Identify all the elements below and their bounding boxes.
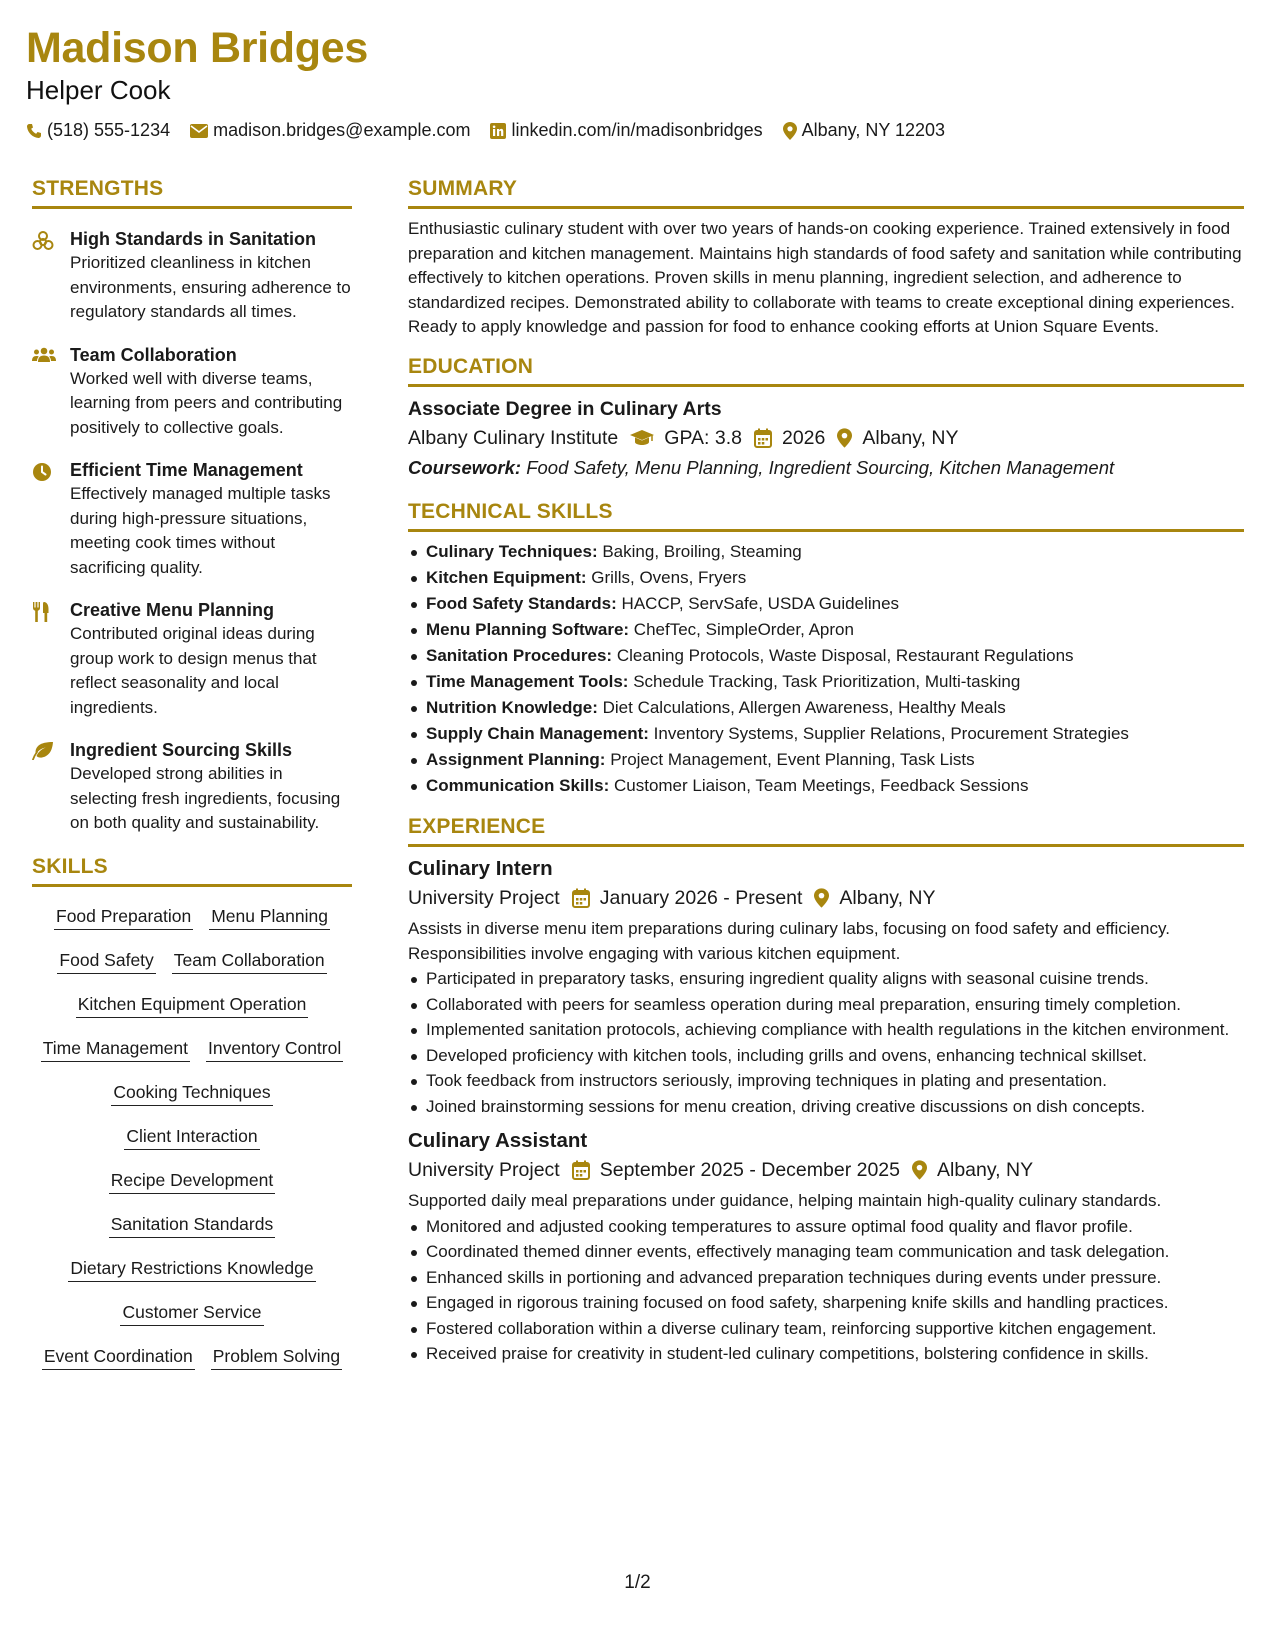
job-bullet: Participated in preparatory tasks, ensuring ingredient quality aligns with seasonal cuisine trends. xyxy=(408,967,1244,992)
strength-desc: Prioritized cleanliness in kitchen environments, ensuring adherence to regulatory standards all times. xyxy=(70,253,351,321)
coursework-label: Coursework: xyxy=(408,456,522,478)
job-location: Albany, NY xyxy=(936,1159,1034,1181)
experience-heading: EXPERIENCE xyxy=(408,814,1244,847)
education-meta xyxy=(408,423,1244,453)
summary-section xyxy=(408,176,1244,340)
clock-icon xyxy=(32,462,52,482)
technical-skills-section xyxy=(408,499,1244,799)
contact-email[interactable] xyxy=(190,120,470,141)
job-bullet: Developed proficiency with kitchen tools, including grills and ovens, enhancing technical skillset. xyxy=(408,1044,1244,1069)
skill-tag: Kitchen Equipment Operation xyxy=(76,993,309,1018)
gpa-text: GPA: 3.8 xyxy=(664,426,742,449)
graduation-cap-icon xyxy=(630,429,654,447)
strength-item xyxy=(32,598,352,720)
tech-skill-item: Supply Chain Management: Inventory Systems, Supplier Relations, Procurement Strategies xyxy=(408,722,1244,747)
job-bullet: Received praise for creativity in student-led culinary competitions, bolstering confidence in skills. xyxy=(408,1342,1244,1367)
graduation-year: 2026 xyxy=(781,426,826,449)
strengths-section xyxy=(32,176,352,836)
coursework-list: Food Safety, Menu Planning, Ingredient Sourcing, Kitchen Management xyxy=(526,456,1115,478)
map-pin-icon xyxy=(837,428,852,448)
job-bullet: Collaborated with peers for seamless operation during meal preparation, ensuring timely completion. xyxy=(408,993,1244,1018)
envelope-icon xyxy=(190,124,208,138)
job-bullet: Fostered collaboration within a diverse culinary team, reinforcing supportive kitchen engagement. xyxy=(408,1317,1244,1342)
contact-location xyxy=(783,120,945,141)
technical-skills-list xyxy=(408,540,1244,799)
calendar-icon xyxy=(754,428,772,448)
email-text: madison.bridges@example.com xyxy=(213,120,471,140)
linkedin-text: linkedin.com/in/madisonbridges xyxy=(511,120,763,140)
skill-tag: Team Collaboration xyxy=(172,949,327,974)
job-entry xyxy=(408,855,1244,1119)
coursework xyxy=(408,453,1244,483)
skill-tag: Sanitation Standards xyxy=(109,1213,275,1238)
skills-section xyxy=(32,854,352,1389)
contact-bar xyxy=(26,120,965,141)
skill-tag: Client Interaction xyxy=(124,1125,259,1150)
education-section xyxy=(408,354,1244,483)
skills-heading: SKILLS xyxy=(32,854,352,887)
skill-tag: Inventory Control xyxy=(206,1037,343,1062)
job-org: University Project xyxy=(408,887,560,909)
skill-tag: Recipe Development xyxy=(109,1169,275,1194)
biohazard-icon xyxy=(32,231,54,251)
job-org: University Project xyxy=(408,1159,560,1181)
strength-item xyxy=(32,343,352,441)
job-bullet: Coordinated themed dinner events, effectively managing team communication and task delegation. xyxy=(408,1240,1244,1265)
tech-skill-item: Menu Planning Software: ChefTec, SimpleOrder, Apron xyxy=(408,618,1244,643)
job-bullet: Monitored and adjusted cooking temperatures to assure optimal food quality and flavor profile. xyxy=(408,1215,1244,1240)
tech-skill-item: Kitchen Equipment: Grills, Ovens, Fryers xyxy=(408,566,1244,591)
job-bullet: Enhanced skills in portioning and advanced preparation techniques during events under pressure. xyxy=(408,1266,1244,1291)
strength-title: High Standards in Sanitation xyxy=(70,229,317,249)
skill-tag: Customer Service xyxy=(120,1301,263,1326)
strength-item xyxy=(32,738,352,836)
technical-skills-heading: TECHNICAL SKILLS xyxy=(408,499,1244,532)
skill-tag: Cooking Techniques xyxy=(111,1081,272,1106)
education-heading: EDUCATION xyxy=(408,354,1244,387)
tech-skill-item: Food Safety Standards: HACCP, ServSafe, USDA Guidelines xyxy=(408,592,1244,617)
contact-phone[interactable] xyxy=(26,120,170,141)
map-pin-icon xyxy=(912,1160,927,1180)
map-pin-icon xyxy=(783,122,797,140)
strength-desc: Worked well with diverse teams, learning from peers and contributing positively to collective goals. xyxy=(70,368,343,437)
strength-item xyxy=(32,458,352,580)
job-bullets xyxy=(408,967,1244,1119)
left-column xyxy=(32,176,352,1389)
summary-text: Enthusiastic culinary student with over two years of hands-on cooking experience. Trained extensively in food preparation and kitchen management. Maintains high standards of food safety and sanitation while contributing effectively to kitchen operations. Proven skills in menu planning, ingredient selection, and adherence to standardized recipes. Demonstrated ability to collaborate with teams to create exceptional dining experiences. Ready to apply knowledge and passion for food to enhance cooking efforts at Union Square Events. xyxy=(408,219,1242,336)
job-meta xyxy=(408,883,1244,913)
strength-desc: Contributed original ideas during group work to design menus that reflect seasonality and local ingredients. xyxy=(70,624,317,717)
job-dates: January 2026 - Present xyxy=(599,887,803,909)
strength-item xyxy=(32,227,352,325)
contact-linkedin[interactable] xyxy=(490,120,762,141)
school-location: Albany, NY xyxy=(862,426,959,449)
job-location: Albany, NY xyxy=(839,887,936,909)
experience-section xyxy=(408,814,1244,1367)
candidate-name: Madison Bridges xyxy=(26,24,368,72)
job-bullet: Joined brainstorming sessions for menu creation, driving creative discussions on dish concepts. xyxy=(408,1095,1244,1120)
strength-title: Efficient Time Management xyxy=(70,460,303,480)
skill-tag: Time Management xyxy=(41,1037,190,1062)
tech-skill-item: Time Management Tools: Schedule Tracking, Task Prioritization, Multi-tasking xyxy=(408,670,1244,695)
candidate-title: Helper Cook xyxy=(26,75,171,105)
job-title: Culinary Assistant xyxy=(408,1129,588,1152)
job-bullet: Engaged in rigorous training focused on food safety, sharpening knife skills and handling practices. xyxy=(408,1291,1244,1316)
tech-skill-item: Culinary Techniques: Baking, Broiling, Steaming xyxy=(408,540,1244,565)
skill-tag: Food Safety xyxy=(57,949,155,974)
strength-title: Creative Menu Planning xyxy=(70,600,275,620)
utensils-icon xyxy=(32,602,50,622)
phone-text: (518) 555-1234 xyxy=(47,120,171,140)
page-number: 1/2 xyxy=(624,1572,651,1593)
skill-tag: Problem Solving xyxy=(211,1345,342,1370)
job-title: Culinary Intern xyxy=(408,857,553,880)
calendar-icon xyxy=(572,1160,590,1180)
job-description: Supported daily meal preparations under guidance, helping maintain high-quality culinary standards. xyxy=(408,1191,1162,1210)
job-entry xyxy=(408,1127,1244,1367)
skill-tag: Food Preparation xyxy=(54,905,193,930)
skill-tag: Event Coordination xyxy=(42,1345,195,1370)
calendar-icon xyxy=(572,888,590,908)
strength-title: Ingredient Sourcing Skills xyxy=(70,740,293,760)
phone-icon xyxy=(26,123,42,139)
strength-title: Team Collaboration xyxy=(70,344,237,365)
strength-desc: Developed strong abilities in selecting fresh ingredients, focusing on both quality and sustainability. xyxy=(70,764,341,832)
resume-header xyxy=(26,22,965,141)
skill-tag: Menu Planning xyxy=(209,905,330,930)
job-description: Assists in diverse menu item preparations during culinary labs, focusing on food safety and efficiency. Responsibilities involve engaging with various kitchen equipment. xyxy=(408,919,1170,963)
job-dates: September 2025 - December 2025 xyxy=(599,1159,900,1181)
leaf-icon xyxy=(32,742,54,760)
linkedin-icon xyxy=(490,123,506,139)
job-bullet: Took feedback from instructors seriously, improving techniques in plating and presentation. xyxy=(408,1069,1244,1094)
tech-skill-item: Assignment Planning: Project Management, Event Planning, Task Lists xyxy=(408,748,1244,773)
skills-list xyxy=(32,895,352,1389)
map-pin-icon xyxy=(814,888,829,908)
tech-skill-item: Nutrition Knowledge: Diet Calculations, Allergen Awareness, Healthy Meals xyxy=(408,696,1244,721)
tech-skill-item: Sanitation Procedures: Cleaning Protocols, Waste Disposal, Restaurant Regulations xyxy=(408,644,1244,669)
job-meta xyxy=(408,1155,1244,1185)
school-name: Albany Culinary Institute xyxy=(408,426,619,449)
location-text: Albany, NY 12203 xyxy=(801,120,946,140)
users-icon xyxy=(32,347,56,363)
job-bullet: Implemented sanitation protocols, achieving compliance with health regulations in the kitchen environment. xyxy=(408,1018,1244,1043)
right-column xyxy=(408,176,1244,1375)
strengths-heading: STRENGTHS xyxy=(32,176,352,209)
tech-skill-item: Communication Skills: Customer Liaison, Team Meetings, Feedback Sessions xyxy=(408,774,1244,799)
summary-heading: SUMMARY xyxy=(408,176,1244,209)
strength-desc: Effectively managed multiple tasks during high-pressure situations, meeting cook times without sacrificing quality. xyxy=(70,484,331,577)
skill-tag: Dietary Restrictions Knowledge xyxy=(68,1257,315,1282)
job-bullets xyxy=(408,1215,1244,1367)
degree-title: Associate Degree in Culinary Arts xyxy=(408,397,722,420)
